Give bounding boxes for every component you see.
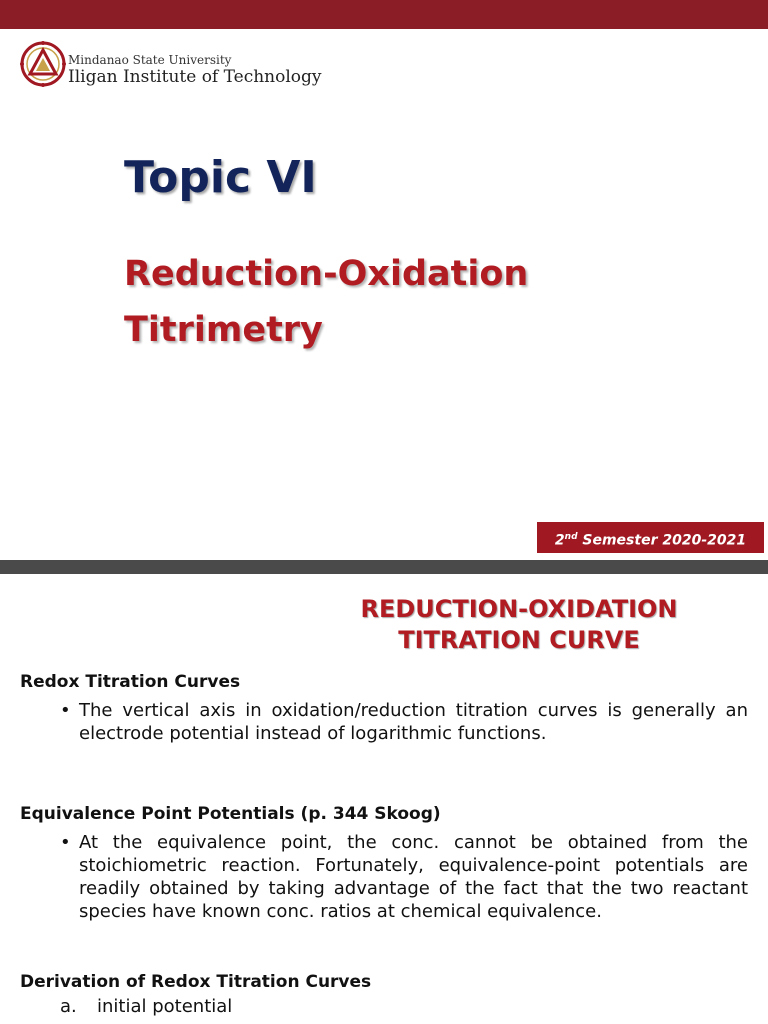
- slide-divider: [0, 560, 768, 574]
- bullet-text: At the equivalence point, the conc. cannot be obtained from the stoichiometric reaction. Fortunately, equivalence-point potentials are readily obtained by taking advantage of the fact that the two reactant species have known conc. ratios at chemical equivalence.: [79, 832, 748, 922]
- subtitle-line-1: Reduction-Oxidation: [124, 254, 529, 294]
- institute-name: Iligan Institute of Technology: [68, 67, 322, 87]
- slide-title-line-1: REDUCTION-OXIDATION: [360, 595, 678, 623]
- section-heading-derivation: Derivation of Redox Titration Curves: [20, 972, 372, 992]
- slide-title: [300, 594, 738, 656]
- slide-title-line-2: TITRATION CURVE: [398, 626, 640, 654]
- bullet-marker: •: [60, 832, 71, 853]
- semester-text: Semester 2020-2021: [577, 532, 747, 549]
- semester-badge: [537, 522, 764, 553]
- section-heading-equivalence: Equivalence Point Potentials (p. 344 Skoog): [20, 804, 441, 824]
- university-seal-icon: [20, 41, 66, 87]
- list-item-label: a.: [60, 996, 77, 1017]
- semester-number: 2: [554, 532, 565, 549]
- top-banner: [0, 0, 768, 29]
- bullet-text: The vertical axis in oxidation/reduction titration curves is generally an electrode potential instead of logarithmic functions.: [79, 700, 748, 744]
- section-heading-redox-curves: Redox Titration Curves: [20, 672, 241, 692]
- subtitle-line-2: Titrimetry: [124, 310, 323, 350]
- section-text-equivalence: [60, 831, 748, 923]
- list-item-text: initial potential: [97, 996, 233, 1017]
- university-name: Mindanao State University: [68, 53, 232, 67]
- semester-ordinal: nd: [564, 532, 578, 542]
- section-text-redox-curves: [60, 699, 748, 745]
- topic-heading: Topic VI: [124, 152, 317, 203]
- content-slide: [0, 574, 768, 1024]
- topic-subtitle: [124, 246, 528, 358]
- bullet-marker: •: [60, 700, 71, 721]
- list-item: [60, 996, 232, 1017]
